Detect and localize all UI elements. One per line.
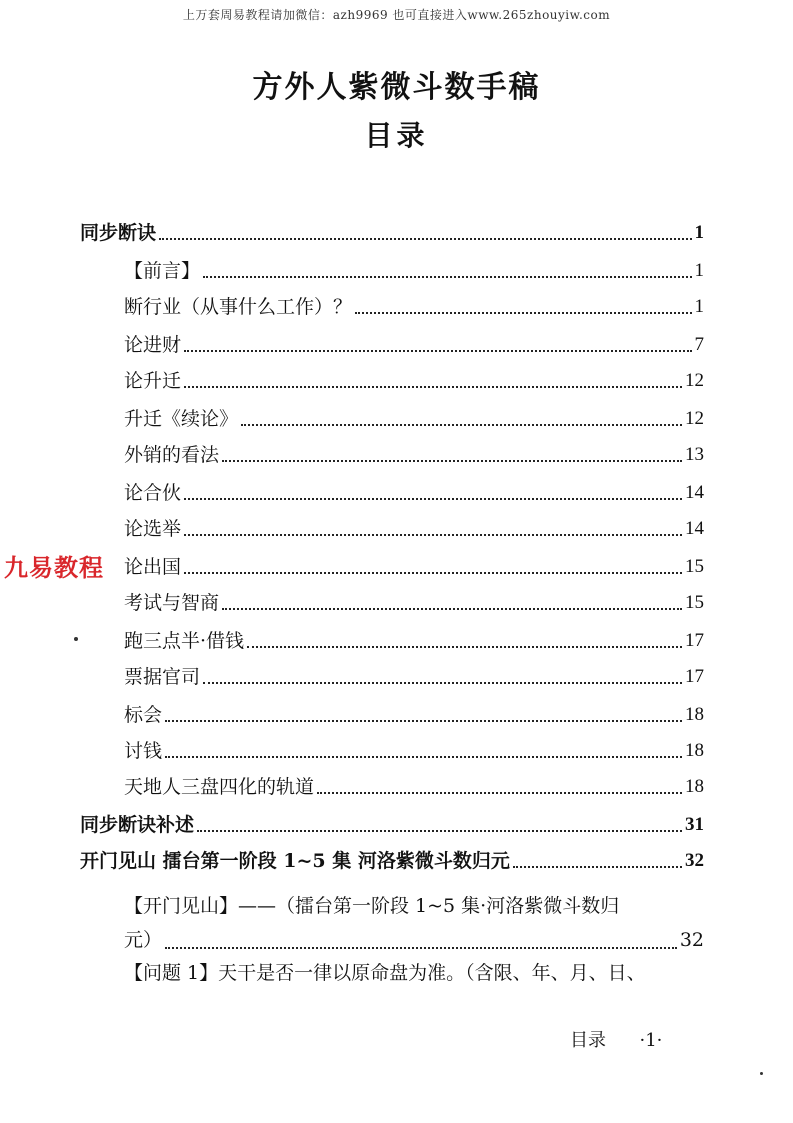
dot-leader [222, 460, 682, 462]
toc-entry-label: 论升迁 [124, 370, 182, 392]
page-footer [570, 1026, 662, 1052]
scan-speck [74, 637, 78, 641]
toc-heading: 目录 [364, 119, 429, 152]
toc-entry-label: 外销的看法 [124, 444, 220, 466]
toc-entry-label: 同步断诀补述 [80, 814, 195, 836]
toc-entry[interactable] [124, 478, 704, 508]
toc-entry-label: 考试与智商 [124, 592, 220, 614]
toc-entry[interactable] [124, 404, 704, 434]
toc-entry-label: 票据官司 [124, 666, 201, 688]
toc-entry-page: 12 [685, 408, 704, 429]
toc-entry[interactable] [124, 772, 704, 802]
dot-leader [184, 386, 682, 388]
dot-leader [184, 350, 691, 352]
toc-entry-page: 15 [685, 592, 704, 613]
dot-leader [197, 830, 682, 832]
toc-entry-label: 论合伙 [124, 482, 182, 504]
dot-leader [165, 720, 682, 722]
toc-entry[interactable] [124, 292, 704, 322]
dot-leader [184, 572, 682, 574]
dot-leader [247, 646, 682, 648]
toc-entry-label: 【前言】 [124, 260, 201, 282]
toc-entry-page: 17 [685, 630, 704, 651]
dot-leader [241, 424, 682, 426]
toc-entry-line2: 元） [124, 929, 163, 951]
toc-entry-page: 12 [685, 370, 704, 391]
toc-entry[interactable] [124, 700, 704, 730]
toc-entry-label: 讨钱 [124, 740, 163, 762]
toc-entry-page: 1 [694, 260, 704, 281]
dot-leader [184, 498, 682, 500]
toc-entry-label: 断行业（从事什么工作）？ [124, 296, 353, 318]
toc-entry-label: 标会 [124, 704, 163, 726]
toc-entry-label: 同步断诀 [80, 222, 157, 244]
toc-entry[interactable] [124, 330, 704, 360]
toc-entry[interactable] [124, 514, 704, 544]
dot-leader [513, 866, 682, 868]
toc-entry-label: 论选举 [124, 518, 182, 540]
toc-entry[interactable] [80, 846, 704, 876]
dot-leader [159, 238, 691, 240]
dot-leader [203, 682, 682, 684]
toc-entry-page: 18 [685, 740, 704, 761]
toc-entry[interactable] [124, 256, 704, 286]
toc-entry-label: 论进财 [124, 334, 182, 356]
dot-leader [165, 756, 682, 758]
toc-entry[interactable] [124, 626, 704, 656]
toc-entry[interactable] [124, 366, 704, 396]
footer-page-number: ·1· [639, 1030, 663, 1051]
dot-leader [355, 312, 691, 314]
toc-entry[interactable] [124, 552, 704, 582]
toc-entry-page: 1 [694, 296, 704, 317]
toc-entry-label: 开门见山 擂台第一阶段 1~5 集 河洛紫微斗数归元 [80, 850, 510, 872]
watermark-stamp: 九易教程 [4, 554, 104, 582]
toc-entry-page: 32 [685, 850, 704, 871]
toc-entry-page: 17 [685, 666, 704, 687]
dot-leader [184, 534, 682, 536]
dot-leader [222, 608, 682, 610]
toc-entry[interactable] [124, 736, 704, 766]
toc-entry-label: 跑三点半·借钱 [124, 630, 245, 652]
toc-entry-partial: 【问题 1】天干是否一律以原命盘为准。（含限、年、月、日、 [124, 962, 646, 984]
toc-entry-page: 15 [685, 556, 704, 577]
dot-leader [165, 947, 677, 949]
toc-entry[interactable] [124, 588, 704, 618]
toc-entry-line1: 【开门见山】——（擂台第一阶段 1~5 集·河洛紫微斗数归 [124, 895, 620, 917]
watermark-banner: 上万套周易教程请加微信：azh9969 也可直接进入www.265zhouyiw.com [182, 8, 611, 22]
dot-leader [203, 276, 691, 278]
toc-entry-label: 升迁《续论》 [124, 408, 239, 430]
toc-entry-page: 14 [685, 518, 704, 539]
toc-entry-page: 32 [679, 929, 704, 951]
toc-entry-label: 论出国 [124, 556, 182, 578]
toc-entry-multiline[interactable] [124, 889, 704, 957]
scan-speck [760, 1072, 763, 1075]
toc-entry[interactable] [124, 440, 704, 470]
toc-entry-page: 7 [694, 334, 704, 355]
dot-leader [317, 792, 682, 794]
document-title: 方外人紫微斗数手稿 [252, 70, 541, 105]
toc-entry-label: 天地人三盘四化的轨道 [124, 776, 315, 798]
toc-entry-page: 1 [694, 222, 704, 243]
toc-entry[interactable] [80, 218, 704, 248]
footer-section: 目录 [570, 1030, 606, 1051]
toc-entry[interactable] [80, 810, 704, 840]
toc-entry[interactable] [124, 662, 704, 692]
toc-entry-page: 14 [685, 482, 704, 503]
toc-entry-page: 13 [685, 444, 704, 465]
toc-entry-page: 18 [685, 776, 704, 797]
toc-entry-page: 18 [685, 704, 704, 725]
toc-entry-page: 31 [685, 814, 704, 835]
